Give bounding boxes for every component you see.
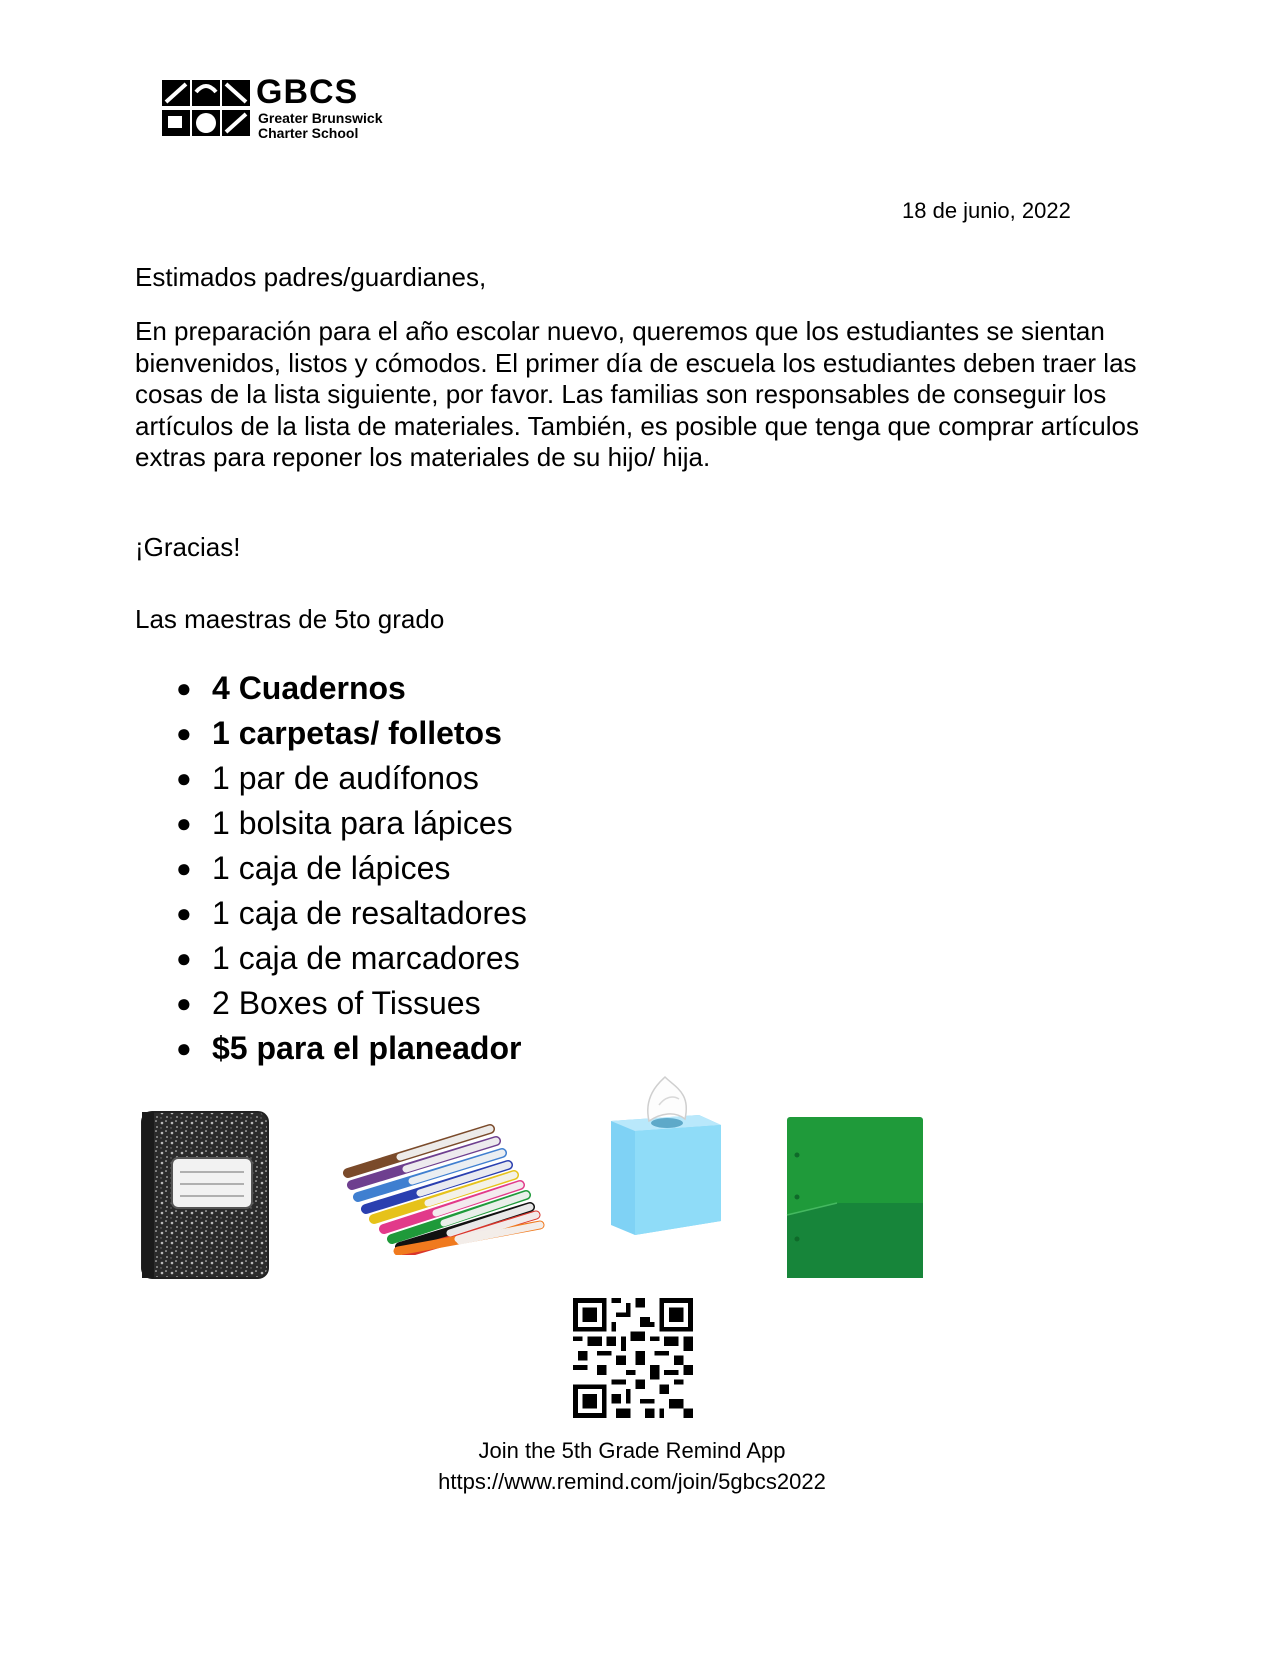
bullet-icon: ● xyxy=(176,808,192,838)
supply-list xyxy=(172,666,527,1071)
list-item xyxy=(172,756,527,801)
bullet-icon: ● xyxy=(176,1033,192,1063)
bullet-icon: ● xyxy=(176,898,192,928)
tissue-box-image xyxy=(605,1075,725,1240)
bullet-icon: ● xyxy=(176,673,192,703)
logo-name-line1: Greater Brunswick xyxy=(258,110,383,126)
supply-item-text: 4 Cuadernos xyxy=(212,670,406,706)
remind-link[interactable]: https://www.remind.com/join/5gbcs2022 xyxy=(438,1469,826,1494)
supply-item-text: $5 para el planeador xyxy=(212,1030,522,1066)
supply-item-text: 1 caja de resaltadores xyxy=(212,895,527,931)
supply-item-text: 1 carpetas/ folletos xyxy=(212,715,502,751)
supply-item-text: 2 Boxes of Tissues xyxy=(212,985,481,1021)
gbcs-logo-icon xyxy=(160,78,252,138)
letter-paragraph: En preparación para el año escolar nuevo, queremos que los estudiantes se sientan bienvenidos, listos y cómodos. El primer día de escuela los estudiantes deben traer las cosas de la lista siguiente, por favor. Las familias son responsables de conseguir los artículos de la lista de materiales. También, es posible que tenga que comprar artículos extras para reponer los materiales de su hijo/ hija. xyxy=(135,316,1139,472)
logo-abbreviation: GBCS xyxy=(256,73,359,111)
logo-name-line2: Charter School xyxy=(258,125,359,141)
list-item xyxy=(172,1026,527,1071)
bullet-icon: ● xyxy=(176,763,192,793)
bullet-icon: ● xyxy=(176,943,192,973)
letter-date: 18 de junio, 2022 xyxy=(902,198,1071,223)
list-item xyxy=(172,711,527,756)
remind-label: Join the 5th Grade Remind App xyxy=(478,1438,786,1463)
bullet-icon: ● xyxy=(176,718,192,748)
qr-code-icon[interactable] xyxy=(573,1298,693,1418)
letter-greeting: Estimados padres/guardianes, xyxy=(135,262,487,292)
list-item xyxy=(172,846,527,891)
folder-image xyxy=(785,1115,925,1280)
school-logo xyxy=(160,73,400,141)
supply-item-text: 1 bolsita para lápices xyxy=(212,805,513,841)
supply-item-text: 1 caja de lápices xyxy=(212,850,451,886)
notebook-image xyxy=(140,1110,270,1280)
markers-image xyxy=(340,1115,550,1255)
supply-item-text: 1 caja de marcadores xyxy=(212,940,520,976)
list-item xyxy=(172,891,527,936)
list-item xyxy=(172,801,527,846)
letter-thanks: ¡Gracias! xyxy=(135,532,241,562)
supply-item-text: 1 par de audífonos xyxy=(212,760,479,796)
bullet-icon: ● xyxy=(176,988,192,1018)
list-item xyxy=(172,666,527,711)
bullet-icon: ● xyxy=(176,853,192,883)
letter-signature: Las maestras de 5to grado xyxy=(135,604,445,634)
list-item xyxy=(172,936,527,981)
list-item xyxy=(172,981,527,1026)
